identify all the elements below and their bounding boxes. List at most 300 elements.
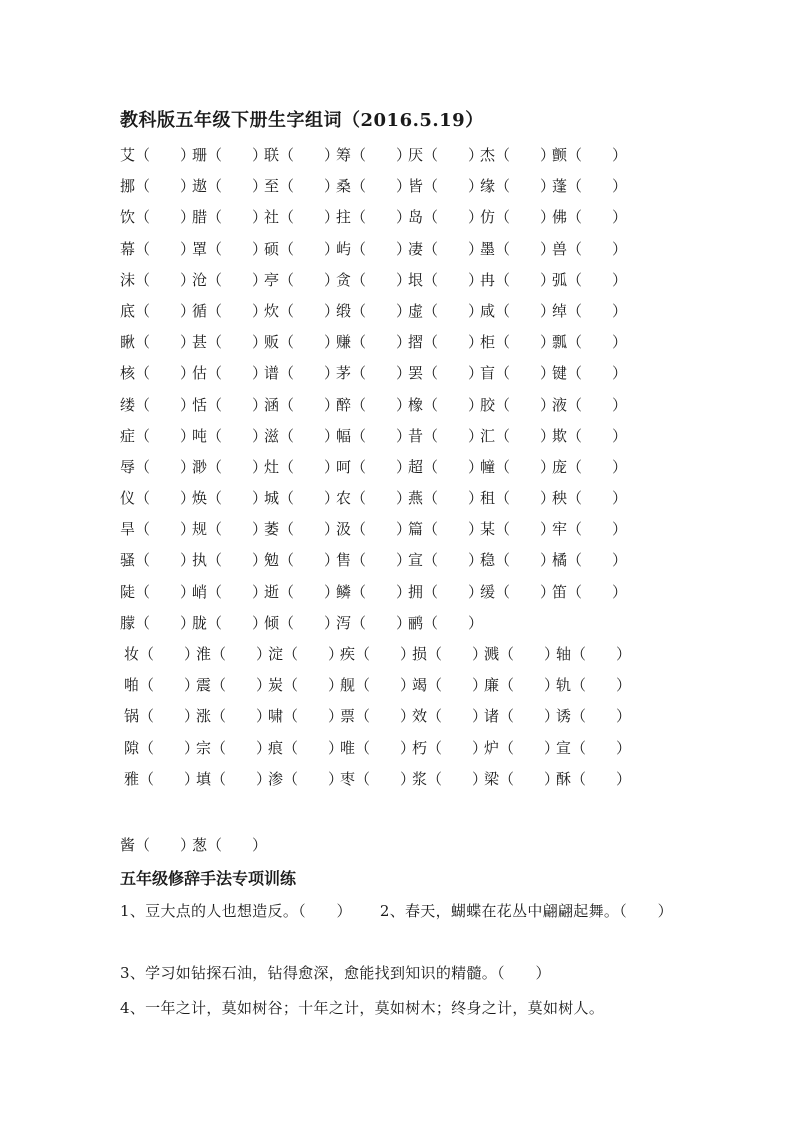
character: 旱 [120, 520, 136, 539]
char-cell [120, 234, 196, 265]
blank-parentheses[interactable]: （ ） [351, 301, 412, 320]
blank-parentheses[interactable]: （ ） [423, 551, 484, 570]
char-cell [336, 140, 412, 171]
char-cell [192, 830, 268, 861]
character: 酥 [556, 769, 572, 788]
blank-parentheses[interactable]: （ ） [207, 457, 268, 476]
char-cell [480, 265, 556, 296]
char-cell [264, 202, 340, 233]
blank-parentheses[interactable]: （ ） [495, 457, 556, 476]
char-cell [192, 140, 268, 171]
char-cell [336, 202, 412, 233]
blank-parentheses[interactable]: （ ） [423, 520, 484, 539]
char-cell [264, 358, 340, 389]
blank-parentheses[interactable]: （ ） [139, 707, 200, 726]
character: 瞅 [120, 333, 136, 352]
blank-parentheses[interactable]: （ ） [351, 177, 412, 196]
char-cell [336, 577, 412, 608]
character: 缓 [480, 582, 496, 601]
blank-parentheses[interactable]: （ ） [495, 551, 556, 570]
character: 幕 [120, 239, 136, 258]
blank-parentheses[interactable]: （ ） [135, 239, 196, 258]
blank-parentheses[interactable]: （ ） [571, 645, 632, 663]
character: 循 [192, 301, 208, 320]
char-cell [264, 296, 340, 327]
char-cell [120, 830, 196, 861]
blank-parentheses[interactable]: （ ） [423, 582, 484, 601]
blank-parentheses[interactable]: （ ） [135, 520, 196, 539]
blank-parentheses[interactable]: （ ） [427, 769, 488, 788]
blank-parentheses[interactable]: （ ） [495, 582, 556, 601]
character: 墨 [480, 239, 496, 258]
char-row [120, 327, 680, 358]
char-cell [552, 265, 628, 296]
blank-parentheses[interactable]: （ ） [567, 208, 628, 227]
blank-parentheses[interactable]: （ ） [283, 645, 344, 663]
blank-parentheses[interactable]: （ ） [351, 395, 412, 414]
blank-parentheses[interactable]: （ ） [283, 769, 344, 788]
char-cell [556, 733, 632, 764]
character: 底 [120, 301, 136, 320]
char-cell [268, 733, 344, 764]
character: 规 [192, 520, 208, 539]
blank-parentheses[interactable]: （ ） [351, 270, 412, 289]
char-cell [120, 452, 196, 483]
character: 键 [552, 364, 568, 383]
blank-parentheses[interactable]: （ ） [279, 301, 340, 320]
blank-parentheses[interactable]: （ ） [567, 426, 628, 445]
blank-parentheses[interactable]: （ ） [135, 457, 196, 476]
blank-parentheses[interactable]: （ ） [499, 707, 560, 726]
character: 售 [336, 551, 352, 570]
blank-parentheses[interactable]: （ ） [567, 177, 628, 196]
char-cell [408, 421, 484, 452]
char-cell [480, 296, 556, 327]
char-cell [192, 234, 268, 265]
char-cell [268, 639, 344, 670]
blank-parentheses[interactable]: （ ） [139, 645, 200, 663]
blank-parentheses[interactable]: （ ） [567, 146, 628, 164]
character: 梁 [484, 769, 500, 788]
blank-parentheses[interactable]: （ ） [423, 489, 484, 508]
character: 昔 [408, 426, 424, 445]
character: 淀 [268, 645, 284, 663]
blank-parentheses[interactable]: （ ） [351, 364, 412, 383]
char-row [120, 296, 680, 327]
blank-parentheses[interactable]: （ ） [423, 177, 484, 196]
character: 牢 [552, 520, 568, 539]
blank-parentheses[interactable]: （ ） [499, 676, 560, 695]
blank-parentheses[interactable]: （ ） [423, 301, 484, 320]
character: 凄 [408, 239, 424, 258]
character: 贪 [336, 270, 352, 289]
character: 舰 [340, 676, 356, 695]
blank-parentheses[interactable]: （ ） [135, 177, 196, 196]
char-cell [264, 452, 340, 483]
blank-parentheses[interactable]: （ ） [135, 551, 196, 570]
blank-parentheses[interactable]: （ ） [207, 551, 268, 570]
blank-parentheses[interactable]: （ ） [351, 582, 412, 601]
character: 联 [264, 146, 280, 164]
blank-parentheses[interactable]: （ ） [351, 551, 412, 570]
character: 吨 [192, 426, 208, 445]
blank-parentheses[interactable]: （ ） [207, 301, 268, 320]
character: 瓢 [552, 333, 568, 352]
blank-parentheses[interactable]: （ ） [207, 395, 268, 414]
char-cell [408, 358, 484, 389]
char-cell [336, 483, 412, 514]
blank-parentheses[interactable]: （ ） [355, 738, 416, 757]
blank-parentheses[interactable]: （ ） [279, 177, 340, 196]
character: 垠 [408, 270, 424, 289]
char-cell [484, 639, 560, 670]
blank-parentheses[interactable]: （ ） [495, 177, 556, 196]
blank-parentheses[interactable]: （ ） [427, 738, 488, 757]
blank-parentheses[interactable]: （ ） [279, 146, 340, 164]
character: 杰 [480, 146, 496, 164]
char-row [120, 830, 268, 861]
character: 填 [196, 769, 212, 788]
blank-parentheses[interactable]: （ ） [139, 769, 200, 788]
blank-parentheses[interactable]: （ ） [207, 364, 268, 383]
blank-parentheses[interactable]: （ ） [135, 613, 196, 632]
blank-parentheses[interactable]: （ ） [355, 676, 416, 695]
char-row [120, 171, 680, 202]
character: 痕 [268, 738, 284, 757]
character: 恬 [192, 395, 208, 414]
char-cell [556, 639, 632, 670]
blank-parentheses[interactable]: （ ） [207, 582, 268, 601]
blank-parentheses[interactable]: （ ） [279, 364, 340, 383]
char-row [124, 733, 684, 764]
blank-parentheses[interactable]: （ ） [211, 707, 272, 726]
blank-parentheses[interactable]: （ ） [351, 239, 412, 258]
blank-parentheses[interactable]: （ ） [427, 676, 488, 695]
question-1: 1、豆大点的人也想造反。（ ） [120, 902, 352, 920]
blank-parentheses[interactable]: （ ） [571, 676, 632, 695]
blank-parentheses[interactable]: （ ） [495, 301, 556, 320]
character: 萎 [264, 520, 280, 539]
character: 鳞 [336, 582, 352, 601]
blank-parentheses[interactable]: （ ） [567, 239, 628, 258]
blank-parentheses[interactable]: （ ） [207, 613, 268, 632]
character: 租 [480, 489, 496, 508]
character: 胶 [480, 395, 496, 414]
char-cell [192, 265, 268, 296]
character: 颤 [552, 146, 568, 164]
character: 醉 [336, 395, 352, 414]
char-cell [408, 140, 484, 171]
blank-parentheses[interactable]: （ ） [211, 645, 272, 663]
blank-parentheses[interactable]: （ ） [279, 551, 340, 570]
char-cell [336, 421, 412, 452]
blank-parentheses[interactable]: （ ） [135, 301, 196, 320]
blank-parentheses[interactable]: （ ） [423, 333, 484, 352]
blank-parentheses[interactable]: （ ） [211, 738, 272, 757]
blank-parentheses[interactable]: （ ） [279, 613, 340, 632]
blank-parentheses[interactable]: （ ） [351, 146, 412, 164]
character: 枣 [340, 769, 356, 788]
character: 唯 [340, 738, 356, 757]
character: 缎 [336, 301, 352, 320]
blank-parentheses[interactable]: （ ） [495, 239, 556, 258]
char-cell [120, 265, 196, 296]
character: 酱 [120, 836, 136, 854]
char-row [120, 421, 680, 452]
blank-parentheses[interactable]: （ ） [495, 270, 556, 289]
character: 筹 [336, 146, 352, 164]
blank-parentheses[interactable]: （ ） [283, 707, 344, 726]
blank-parentheses[interactable]: （ ） [279, 208, 340, 227]
char-cell [336, 234, 412, 265]
char-cell [480, 234, 556, 265]
character: 渗 [268, 769, 284, 788]
blank-parentheses[interactable]: （ ） [355, 707, 416, 726]
char-cell [124, 670, 200, 701]
blank-parentheses[interactable]: （ ） [499, 738, 560, 757]
char-cell [124, 764, 200, 795]
blank-parentheses[interactable]: （ ） [279, 395, 340, 414]
blank-parentheses[interactable]: （ ） [211, 676, 272, 695]
blank-parentheses[interactable]: （ ） [351, 520, 412, 539]
blank-parentheses[interactable]: （ ） [279, 426, 340, 445]
character: 绰 [552, 301, 568, 320]
blank-parentheses[interactable]: （ ） [567, 551, 628, 570]
char-cell [480, 452, 556, 483]
blank-parentheses[interactable]: （ ） [495, 426, 556, 445]
character: 诱 [556, 707, 572, 726]
character: 摺 [408, 333, 424, 352]
char-row [120, 545, 680, 576]
character: 骚 [120, 551, 136, 570]
char-cell [552, 514, 628, 545]
blank-parentheses[interactable]: （ ） [499, 645, 560, 663]
character: 橡 [408, 395, 424, 414]
character: 兽 [552, 239, 568, 258]
char-cell [264, 265, 340, 296]
section-title: 五年级修辞手法专项训练 [120, 869, 297, 888]
blank-parentheses[interactable]: （ ） [207, 836, 268, 854]
character: 隙 [124, 738, 140, 757]
char-cell [412, 733, 488, 764]
blank-parentheses[interactable]: （ ） [279, 457, 340, 476]
character: 欺 [552, 426, 568, 445]
character: 竭 [412, 676, 428, 695]
char-cell [120, 358, 196, 389]
blank-parentheses[interactable]: （ ） [567, 489, 628, 508]
character: 咸 [480, 301, 496, 320]
blank-parentheses[interactable]: （ ） [351, 489, 412, 508]
blank-parentheses[interactable]: （ ） [567, 520, 628, 539]
character: 轨 [556, 676, 572, 695]
char-cell [552, 577, 628, 608]
blank-parentheses[interactable]: （ ） [423, 146, 484, 164]
char-cell [192, 514, 268, 545]
blank-parentheses[interactable]: （ ） [279, 489, 340, 508]
blank-parentheses[interactable]: （ ） [135, 426, 196, 445]
character: 浆 [412, 769, 428, 788]
char-cell [192, 545, 268, 576]
character: 橘 [552, 551, 568, 570]
blank-parentheses[interactable]: （ ） [279, 333, 340, 352]
blank-parentheses[interactable]: （ ） [427, 645, 488, 663]
blank-parentheses[interactable]: （ ） [571, 707, 632, 726]
character: 朦 [120, 613, 136, 632]
blank-parentheses[interactable]: （ ） [423, 239, 484, 258]
blank-parentheses[interactable]: （ ） [351, 208, 412, 227]
char-cell [408, 327, 484, 358]
blank-parentheses[interactable]: （ ） [571, 738, 632, 757]
blank-parentheses[interactable]: （ ） [283, 676, 344, 695]
char-cell [196, 764, 272, 795]
character: 拥 [408, 582, 424, 601]
blank-parentheses[interactable]: （ ） [351, 333, 412, 352]
blank-parentheses[interactable]: （ ） [423, 270, 484, 289]
character: 艾 [120, 146, 136, 164]
blank-parentheses[interactable]: （ ） [351, 457, 412, 476]
blank-parentheses[interactable]: （ ） [207, 208, 268, 227]
blank-parentheses[interactable]: （ ） [499, 769, 560, 788]
char-cell [268, 764, 344, 795]
blank-parentheses[interactable]: （ ） [135, 146, 196, 164]
char-cell [264, 140, 340, 171]
blank-parentheses[interactable]: （ ） [135, 364, 196, 383]
question-row-1 [120, 900, 673, 921]
blank-parentheses[interactable]: （ ） [139, 676, 200, 695]
character: 甚 [192, 333, 208, 352]
blank-parentheses[interactable]: （ ） [207, 146, 268, 164]
blank-parentheses[interactable]: （ ） [211, 769, 272, 788]
blank-parentheses[interactable]: （ ） [351, 426, 412, 445]
blank-parentheses[interactable]: （ ） [351, 613, 412, 632]
blank-parentheses[interactable]: （ ） [207, 270, 268, 289]
char-cell [552, 327, 628, 358]
blank-parentheses[interactable]: （ ） [567, 301, 628, 320]
character: 辱 [120, 457, 136, 476]
char-cell [480, 390, 556, 421]
blank-parentheses[interactable]: （ ） [135, 208, 196, 227]
character: 泻 [336, 613, 352, 632]
blank-parentheses[interactable]: （ ） [495, 395, 556, 414]
blank-parentheses[interactable]: （ ） [207, 333, 268, 352]
blank-parentheses[interactable]: （ ） [207, 239, 268, 258]
character: 液 [552, 395, 568, 414]
blank-parentheses[interactable]: （ ） [495, 364, 556, 383]
blank-parentheses[interactable]: （ ） [135, 270, 196, 289]
blank-parentheses[interactable]: （ ） [135, 836, 196, 854]
char-cell [408, 608, 484, 639]
blank-parentheses[interactable]: （ ） [567, 395, 628, 414]
char-row [120, 265, 680, 296]
character: 赚 [336, 333, 352, 352]
character: 疾 [340, 645, 356, 663]
char-cell [124, 701, 200, 732]
blank-parentheses[interactable]: （ ） [567, 270, 628, 289]
blank-parentheses[interactable]: （ ） [279, 582, 340, 601]
blank-parentheses[interactable]: （ ） [495, 333, 556, 352]
blank-parentheses[interactable]: （ ） [567, 364, 628, 383]
blank-parentheses[interactable]: （ ） [567, 582, 628, 601]
question-4: 4、一年之计，莫如树谷；十年之计，莫如树木；终身之计，莫如树人。 [120, 999, 605, 1017]
character: 渺 [192, 457, 208, 476]
blank-parentheses[interactable]: （ ） [279, 270, 340, 289]
character: 拄 [336, 208, 352, 227]
character: 勉 [264, 551, 280, 570]
char-cell [556, 764, 632, 795]
char-cell [552, 390, 628, 421]
character: 亭 [264, 270, 280, 289]
blank-parentheses[interactable]: （ ） [495, 146, 556, 164]
blank-parentheses[interactable]: （ ） [279, 239, 340, 258]
blank-parentheses[interactable]: （ ） [427, 707, 488, 726]
character: 呵 [336, 457, 352, 476]
character: 某 [480, 520, 496, 539]
char-row [120, 140, 680, 171]
character: 饮 [120, 208, 136, 227]
blank-parentheses[interactable]: （ ） [283, 738, 344, 757]
blank-parentheses[interactable]: （ ） [567, 457, 628, 476]
blank-parentheses[interactable]: （ ） [139, 738, 200, 757]
blank-parentheses[interactable]: （ ） [135, 489, 196, 508]
char-cell [552, 421, 628, 452]
blank-parentheses[interactable]: （ ） [423, 395, 484, 414]
blank-parentheses[interactable]: （ ） [355, 769, 416, 788]
blank-parentheses[interactable]: （ ） [423, 208, 484, 227]
blank-parentheses[interactable]: （ ） [423, 364, 484, 383]
blank-parentheses[interactable]: （ ） [423, 613, 484, 632]
character: 峭 [192, 582, 208, 601]
blank-parentheses[interactable]: （ ） [423, 426, 484, 445]
character: 缘 [480, 177, 496, 196]
blank-parentheses[interactable]: （ ） [571, 769, 632, 788]
blank-parentheses[interactable]: （ ） [495, 489, 556, 508]
char-row [120, 608, 680, 639]
blank-parentheses[interactable]: （ ） [207, 177, 268, 196]
char-cell [264, 577, 340, 608]
blank-parentheses[interactable]: （ ） [135, 395, 196, 414]
blank-parentheses[interactable]: （ ） [495, 520, 556, 539]
blank-parentheses[interactable]: （ ） [207, 520, 268, 539]
blank-parentheses[interactable]: （ ） [279, 520, 340, 539]
char-cell [412, 764, 488, 795]
character: 症 [120, 426, 136, 445]
blank-parentheses[interactable]: （ ） [207, 426, 268, 445]
character: 蓬 [552, 177, 568, 196]
char-cell [556, 670, 632, 701]
char-cell [412, 639, 488, 670]
blank-parentheses[interactable]: （ ） [423, 457, 484, 476]
blank-parentheses[interactable]: （ ） [355, 645, 416, 663]
char-cell [336, 390, 412, 421]
character: 执 [192, 551, 208, 570]
char-cell [408, 577, 484, 608]
character: 滋 [264, 426, 280, 445]
character: 燕 [408, 489, 424, 508]
character: 茅 [336, 364, 352, 383]
character: 汲 [336, 520, 352, 539]
blank-parentheses[interactable]: （ ） [135, 333, 196, 352]
character: 震 [196, 676, 212, 695]
character: 倾 [264, 613, 280, 632]
blank-parentheses[interactable]: （ ） [495, 208, 556, 227]
character: 炭 [268, 676, 284, 695]
character: 珊 [192, 146, 208, 164]
blank-parentheses[interactable]: （ ） [207, 489, 268, 508]
char-cell [340, 733, 416, 764]
blank-parentheses[interactable]: （ ） [567, 333, 628, 352]
blank-parentheses[interactable]: （ ） [135, 582, 196, 601]
character: 贩 [264, 333, 280, 352]
